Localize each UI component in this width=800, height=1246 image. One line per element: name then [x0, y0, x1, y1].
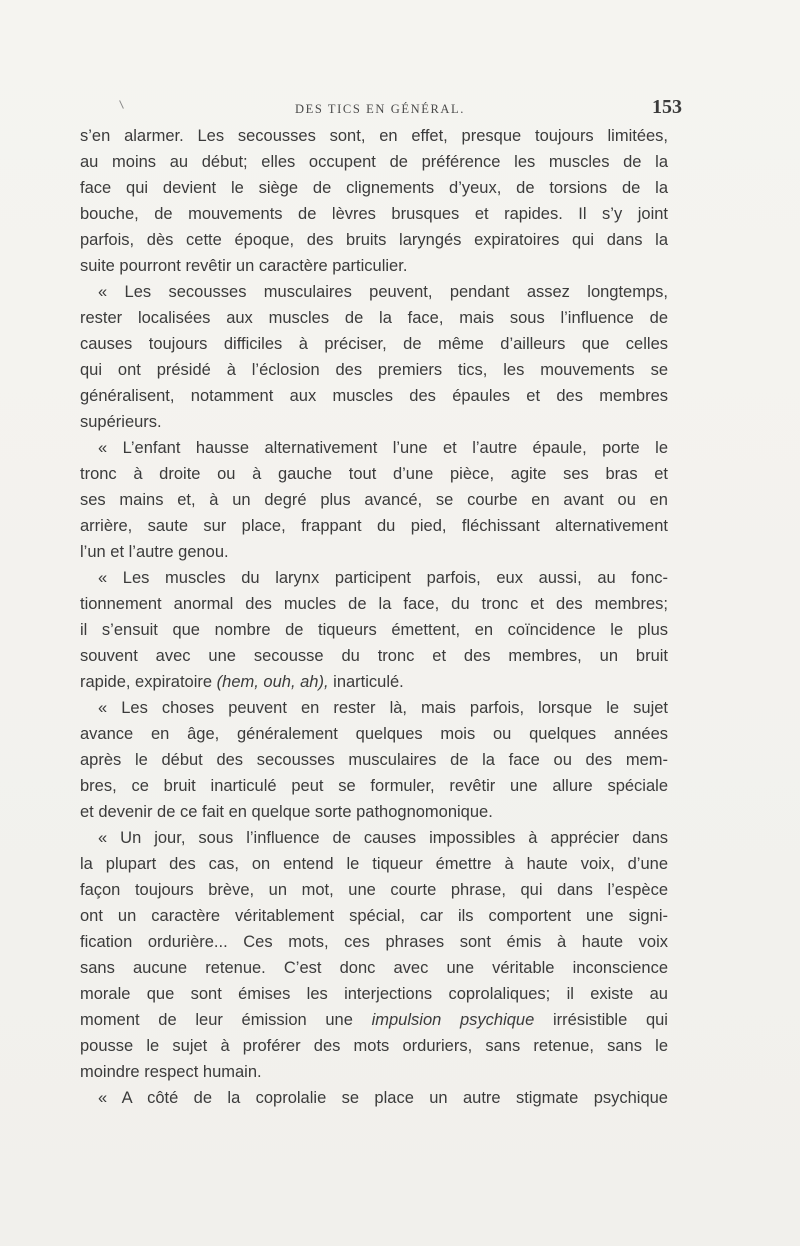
- text-line: il s’ensuit que nombre de tiqueurs émettent, en coïncidence le plus: [80, 621, 668, 639]
- text-line: causes toujours difficiles à préciser, de même d’ailleurs que celles: [80, 335, 668, 353]
- text-line: la plupart des cas, on entend le tiqueur émettre à haute voix, d’une: [80, 855, 668, 873]
- text-line: « A côté de la coprolalie se place un autre stigmate psychique: [98, 1089, 668, 1107]
- text-line: ses mains et, à un degré plus avancé, se courbe en avant ou en: [80, 491, 668, 509]
- text-line: supérieurs.: [80, 413, 162, 431]
- text-line: tronc à droite ou à gauche tout d’une pièce, agite ses bras et: [80, 465, 668, 483]
- text-line: morale que sont émises les interjections coprolaliques; il existe au: [80, 985, 668, 1003]
- text-line: « Les choses peuvent en rester là, mais parfois, lorsque le sujet: [98, 699, 668, 717]
- text-line: avance en âge, généralement quelques mois ou quelques années: [80, 725, 668, 743]
- text-line: [80, 669, 668, 695]
- text-line: pousse le sujet à proférer des mots orduriers, sans retenue, sans le: [80, 1037, 668, 1055]
- text-line: bouche, de mouvements de lèvres brusques et rapides. Il s’y joint: [80, 205, 668, 223]
- text-line: rester localisées aux muscles de la face, mais sous l’influence de: [80, 309, 668, 327]
- text-line: « Un jour, sous l’influence de causes impossibles à apprécier dans: [98, 829, 668, 847]
- page-header: [78, 96, 682, 118]
- text-line: suite pourront revêtir un caractère particulier.: [80, 257, 408, 275]
- text-line: ont un caractère véritablement spécial, car ils comportent une signi-: [80, 907, 668, 925]
- text-line: qui ont présidé à l’éclosion des premiers tics, les mouvements se: [80, 361, 668, 379]
- text-line: au moins au début; elles occupent de préférence les muscles de la: [80, 153, 668, 171]
- text-line: « L’enfant hausse alternativement l’une et l’autre épaule, porte le: [98, 439, 668, 457]
- text-line: l’un et l’autre genou.: [80, 543, 229, 561]
- text-line: et devenir de ce fait en quelque sorte pathognomonique.: [80, 803, 493, 821]
- text-segment: inarticulé.: [328, 673, 404, 691]
- body-text: [80, 123, 668, 1111]
- text-line: tionnement anormal des mucles de la face, du tronc et des membres;: [80, 595, 668, 613]
- text-line: après le début des secousses musculaires de la face ou des mem-: [80, 751, 668, 769]
- italic-text: impulsion psychique: [371, 1011, 535, 1029]
- text-line: [80, 1007, 668, 1033]
- text-line: face qui devient le siège de clignements d’yeux, de torsions de la: [80, 179, 668, 197]
- italic-text: (hem, ouh, ah),: [216, 673, 329, 691]
- text-segment: irrésistible qui: [534, 1011, 668, 1029]
- text-line: souvent avec une secousse du tronc et des membres, un bruit: [80, 647, 668, 665]
- text-line: arrière, saute sur place, frappant du pied, fléchissant alternativement: [80, 517, 668, 535]
- text-line: « Les secousses musculaires peuvent, pendant assez longtemps,: [98, 283, 668, 301]
- text-line: façon toujours brève, un mot, une courte phrase, qui dans l’espèce: [80, 881, 668, 899]
- text-line: bres, ce bruit inarticulé peut se formuler, revêtir une allure spéciale: [80, 777, 668, 795]
- text-segment: moment de leur émission une: [80, 1011, 372, 1029]
- page-number: 153: [652, 96, 682, 118]
- running-title: DES TICS EN GÉNÉRAL.: [295, 102, 465, 116]
- text-line: sans aucune retenue. C’est donc avec une véritable inconscience: [80, 959, 668, 977]
- text-segment: rapide, expiratoire: [80, 673, 217, 691]
- text-line: moindre respect humain.: [80, 1063, 262, 1081]
- text-line: généralisent, notamment aux muscles des épaules et des membres: [80, 387, 668, 405]
- text-line: parfois, dès cette époque, des bruits laryngés expiratoires qui dans la: [80, 231, 668, 249]
- text-line: fication ordurière... Ces mots, ces phrases sont émis à haute voix: [80, 933, 668, 951]
- text-line: s’en alarmer. Les secousses sont, en effet, presque toujours limitées,: [80, 127, 668, 145]
- text-line: « Les muscles du larynx participent parfois, eux aussi, au fonc-: [98, 569, 668, 587]
